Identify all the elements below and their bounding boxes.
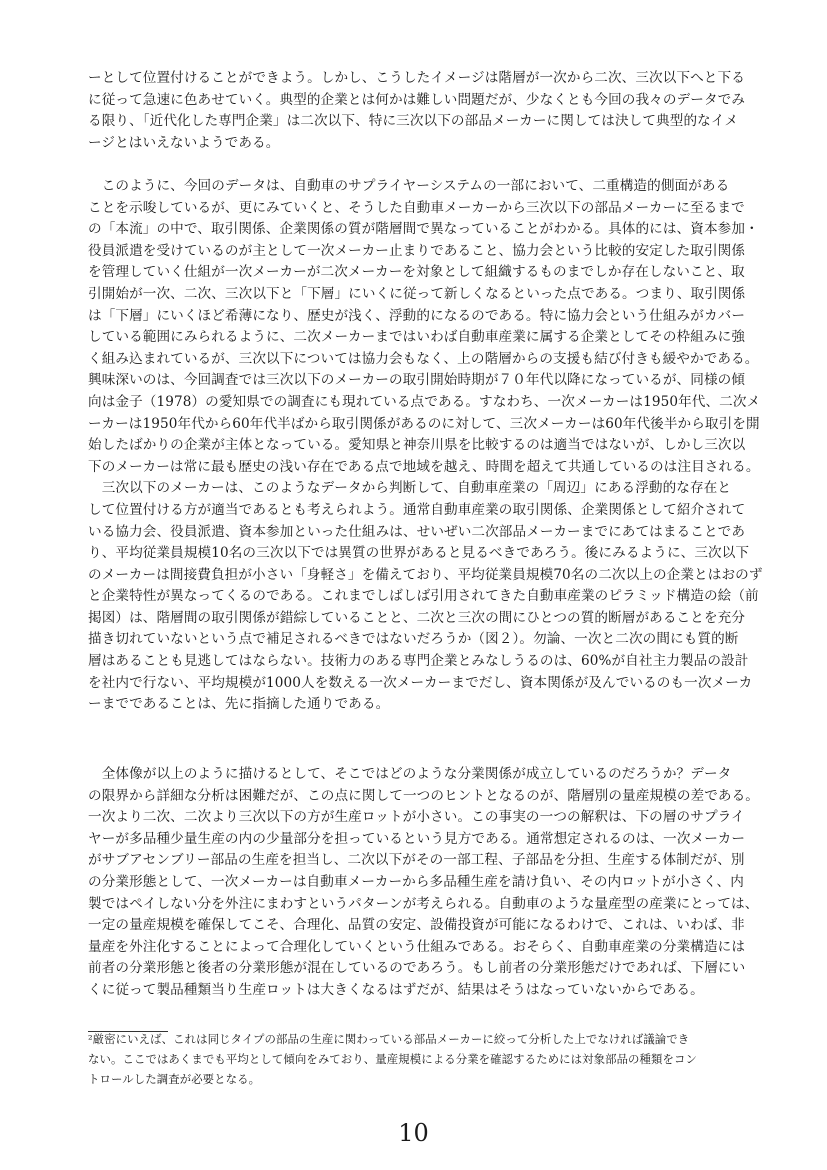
text-line: 始したばかりの企業が主体となっている。愛知県と神奈川県を比較するのは適当ではないが、しかし三次以 [88, 437, 746, 454]
text-line: ーカーは1950年代から60年代半ばから取引関係があるのに対して、三次メーカーは60年代後半から取引を開 [88, 415, 760, 432]
page-number: 10 [398, 1119, 429, 1147]
text-line: 一次より二次、二次より三次以下の方が生産ロットが小さい。この事実の一つの解釈は、下の層のサプライ [88, 809, 745, 826]
text-line: く組み込まれているが、三次以下については協力会もなく、上の階層からの支援も結び付きも緩やかである。 [88, 350, 759, 367]
text-line: いる協力会、役員派遣、資本参加といった仕組みは、せいぜい二次部品メーカーまでにあてはまることであ [88, 523, 746, 540]
text-line: 三次以下のメーカーは、このようなデータから判断して、自動車産業の「周辺」にある浮動的な存在と [88, 480, 732, 497]
text-line: は「下層」にいくほど希薄になり、歴史が浅く、浮動的になるのである。特に協力会という仕組みがカバー [88, 307, 746, 324]
paragraph-1 [88, 68, 778, 154]
text-line: り、平均従業員規模10名の三次以下では異質の世界があると見るべきであろう。後にみるように、三次以下 [88, 545, 750, 562]
text-line: に従って急速に色あせていく。典型的企業とは何かは難しい問題だが、少なくとも今回の我々のデータでみ [88, 91, 746, 108]
text-line: ージとはいえないようである。 [88, 134, 280, 151]
footnote-line: ない。ここではあくまでも平均として傾向をみており、量産規模による分業を確認するためには対象部品の種類をコン [88, 1052, 698, 1066]
text-line: 興味深いのは、今回調査では三次以下のメーカーの取引開始時期が７０年代以降になっているが、同様の傾 [88, 372, 746, 389]
text-line: している範囲にみられるように、二次メーカーまではいわば自動車産業に属する企業としてその枠組みに強 [88, 329, 746, 346]
text-line: 層はあることも見逃してはならない。技術力のある専門企業とみなしうるのは、60%が自社主力製品の設計 [88, 653, 749, 670]
text-line: の分業形態として、一次メーカーは自動車メーカーから多品種生産を請け負い、その内ロットが小さく、内 [88, 873, 744, 890]
text-line: 量産を外注化することによって合理化していくという仕組みである。おそらく、自動車産業の分業構造には [88, 938, 746, 955]
text-line: の「本流」の中で、取引関係、企業関係の質が階層間で異なっていることがわかる。具体的には、資本参加・ [88, 221, 759, 238]
text-line: 引開始が一次、二次、三次以下と「下層」にいくに従って新しくなるといった点である。つまり、取引関係 [88, 285, 746, 302]
text-line: このように、今回のデータは、自動車のサプライヤーシステムの一部において、二重構造的側面がある [88, 178, 730, 194]
text-line: くに従って製品種類当り生産ロットは大きくなるはずだが、結果はそうはなっていないからである。 [88, 981, 704, 998]
paragraph-3 [88, 764, 778, 1002]
text-line: 一定の量産規模を確保してこそ、合理化、品質の安定、設備投資が可能になるわけで、これは、いわば、非 [88, 917, 745, 934]
text-line: 全体像が以上のように描けるとして、そこではどのような分業関係が成立しているのだろうか？データ [88, 766, 732, 782]
text-line: の限界から詳細な分析は困難だが、この点に関して一つのヒントとなるのが、階層別の量産規模の差である。 [88, 787, 759, 804]
footnote-line: ²厳密にいえば、これは同じタイプの部品の生産に関わっている部品メーカーに絞って分析した上でなければ議論でき [88, 1032, 690, 1046]
text-line: を社内で行ない、平均規模が1000人を数える一次メーカーまでだし、資本関係が及んでいるのも一次メーカ [88, 674, 753, 691]
text-line: 製ではペイしない分を外注にまわすというパターンが考えられる。自動車のような量産型の産業にとっては、 [88, 895, 759, 912]
text-line: 前者の分業形態と後者の分業形態が混在しているのであろう。もし前者の分業形態だけであれば、下層にい [88, 960, 746, 977]
text-line: ーとして位置付けることができよう。しかし、こうしたイメージは階層が一次から二次、三次以下へと下る [88, 70, 745, 86]
paragraph-2 [88, 176, 778, 716]
text-line: 描き切れていないという点で補足されるべきではないだろうか（図２）。勿論、一次と二次の間にも質的断 [88, 631, 739, 648]
text-line: ヤーが多品種少量生産の内の少量部分を担っているという見方である。通常想定されるのは、一次メーカー [88, 830, 746, 847]
text-line: ことを示唆しているが、更にみていくと、そうした自動車メーカーから三次以下の部品メーカーに至るまで [88, 199, 745, 216]
text-line: 下のメーカーは常に最も歴史の浅い存在である点で地域を越え、時間を超えて共通しているのは注目される。 [88, 458, 760, 475]
text-line: がサブアセンブリー部品の生産を担当し、二次以下がその一部工程、子部品を分担、生産する体制だが、別 [88, 852, 745, 869]
text-line: ーまでであることは、先に指摘した通りである。 [88, 696, 390, 713]
text-line: を管理していく仕組が一次メーカーが二次メーカーを対象として組織するものまでしか存在しないこと、取 [88, 264, 745, 281]
footnote [88, 1029, 778, 1089]
text-line: と企業特性が異なってくるのである。これまでしばしば引用されてきた自動車産業のピラミッド構造の絵（前 [88, 588, 759, 605]
text-line: 役員派遣を受けているのが主として一次メーカー止まりであること、協力会という比較的安定した取引関係 [88, 242, 746, 259]
text-line: のメーカーは間接費負担が小さい「身軽さ」を備えており、平均従業員規模70名の二次以上の企業とはおのず [88, 566, 763, 583]
text-line: 掲図）は、階層間の取引関係が錯綜していることと、二次と三次の間にひとつの質的断層があることを充分 [88, 609, 746, 626]
text-line: る限り、「近代化した専門企業」は二次以下、特に三次以下の部品メーカーに関しては決して典型的なイメ [88, 113, 739, 130]
footnote-line: トロールした調査が必要となる。 [88, 1072, 261, 1086]
text-line: 向は金子（1978）の愛知県での調査にも現れている点である。すなわち、一次メーカーは1950年代、二次メ [88, 393, 761, 410]
text-line: して位置付ける方が適当であるとも考えられよう。通常自動車産業の取引関係、企業関係として紹介されて [88, 501, 746, 518]
